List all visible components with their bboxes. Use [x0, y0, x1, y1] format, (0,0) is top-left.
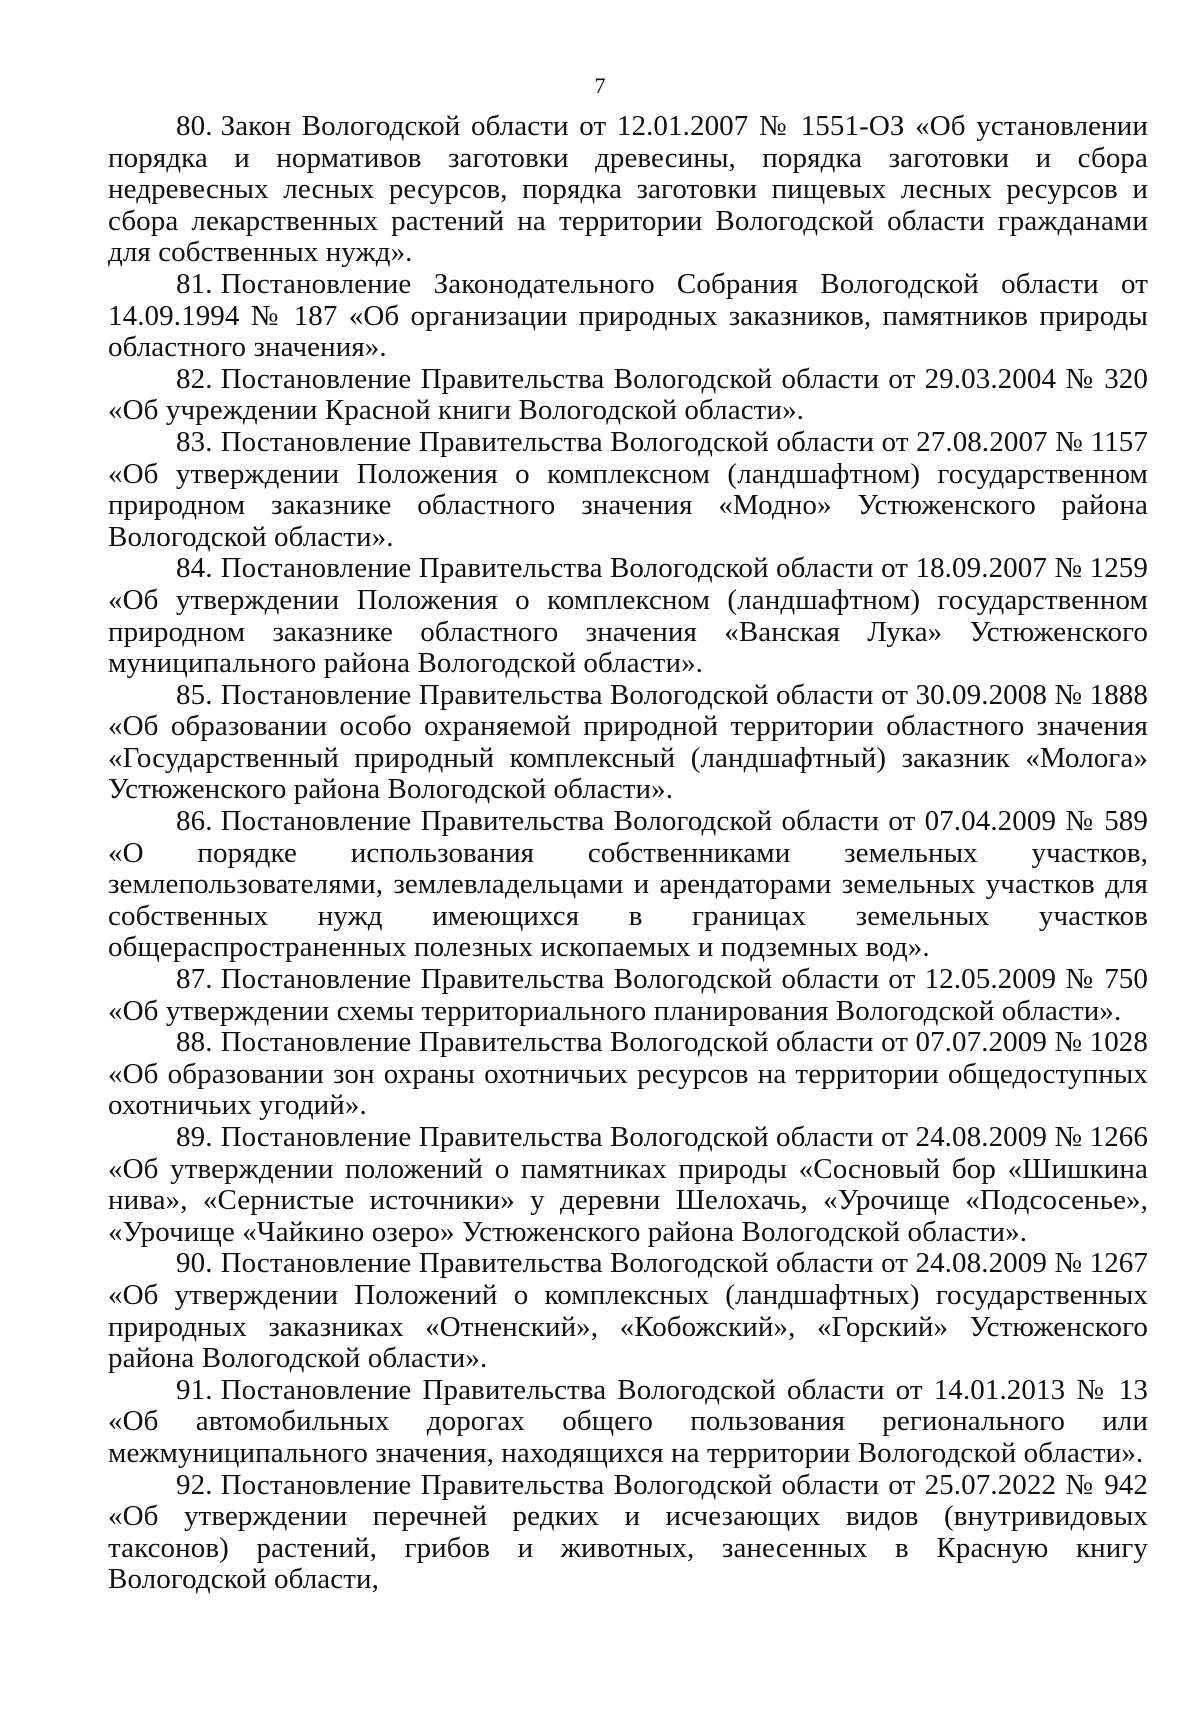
item-number: 89.	[176, 1121, 213, 1153]
item-number: 83.	[176, 425, 213, 458]
item-number: 90.	[176, 1247, 213, 1280]
list-item	[108, 111, 1148, 269]
item-text: Постановление Правительства Вологодской области от 25.07.2022 № 942 «Об утверждении перечней редких и исчезающих видов (внутривидовых таксонов) растений, грибов и животных, занесенных в Красную книгу Вологодской области,	[108, 1468, 1148, 1596]
item-text: Постановление Правительства Вологодской области от 14.01.2013 № 13 «Об автомобильных дорогах общего пользования регионального или межмуниципального значения, находящихся на территории Вологодской области».	[108, 1373, 1148, 1469]
item-text: Постановление Правительства Вологодской области от 07.07.2009 № 1028 «Об образовании зон охраны охотничьих ресурсов на территории общедоступных охотничьих угодий».	[108, 1026, 1148, 1122]
list-item	[108, 1375, 1148, 1470]
list-item	[108, 1027, 1148, 1122]
list-item	[108, 1248, 1148, 1374]
item-text: Постановление Правительства Вологодской области от 30.09.2008 № 1888 «Об образовании особо охраняемой природной территории областного значения «Государственный природный комплексный (ландшафтный) заказник «Молога» Устюженского района Вологодской области».	[108, 678, 1148, 806]
item-number: 88.	[176, 1026, 213, 1059]
list-item	[108, 1122, 1148, 1248]
item-number: 84.	[176, 552, 213, 585]
item-text: Постановление Правительства Вологодской области от 24.08.2009 № 1266 «Об утверждении положений о памятниках природы «Сосновый бор «Шишкина нива», «Сернистые источники» у деревни Шелохачь, «Урочище «Подсосенье», «Урочище «Чайкино озеро» Устюженского района Вологодской области».	[108, 1121, 1148, 1248]
list-item	[108, 680, 1148, 806]
document-body	[108, 111, 1148, 1596]
item-text: Постановление Законодательного Собрания Вологодской области от 14.09.1994 № 187 «Об организации природных заказников, памятников природы областного значения».	[108, 267, 1148, 364]
item-number: 86.	[176, 805, 213, 838]
item-text: Постановление Правительства Вологодской области от 24.08.2009 № 1267 «Об утверждении Положений о комплексных (ландшафтных) государственных природных заказниках «Отненский», «Кобожский», «Горский» Устюженского района Вологодской области».	[108, 1247, 1148, 1375]
item-number: 82.	[176, 362, 213, 395]
list-item	[108, 964, 1148, 1027]
item-text: Постановление Правительства Вологодской области от 29.03.2004 № 320 «Об учреждении Красной книги Вологодской области».	[108, 362, 1148, 427]
page-number: 7	[594, 73, 606, 98]
item-text: Постановление Правительства Вологодской области от 18.09.2007 № 1259 «Об утверждении Положения о комплексном (ландшафтном) государственном природном заказнике областного значения «Ванская Лука» Устюженского муниципального района Вологодской области».	[108, 552, 1148, 680]
item-number: 92.	[176, 1468, 213, 1501]
list-item	[108, 1470, 1148, 1596]
item-number: 80.	[176, 110, 213, 142]
list-item	[108, 553, 1148, 679]
list-item	[108, 427, 1148, 553]
list-item	[108, 269, 1148, 364]
item-text: Закон Вологодской области от 12.01.2007 № 1551-ОЗ «Об установлении порядка и нормативов заготовки древесины, порядка заготовки и сбора недревесных лесных ресурсов, порядка заготовки пищевых лесных ресурсов и сбора лекарственных растений на территории Вологодской области гражданами для собственных нужд».	[108, 110, 1148, 269]
item-number: 91.	[176, 1373, 213, 1406]
list-item	[108, 806, 1148, 964]
item-number: 81.	[176, 267, 213, 300]
list-item	[108, 364, 1148, 427]
item-number: 87.	[176, 963, 213, 996]
item-text: Постановление Правительства Вологодской области от 27.08.2007 № 1157 «Об утверждении Положения о комплексном (ландшафтном) государственном природном заказнике областного значения «Модно» Устюженского района Вологодской области».	[108, 425, 1148, 553]
item-text: Постановление Правительства Вологодской области от 07.04.2009 № 589 «О порядке использования собственниками земельных участков, землепользователями, землевладельцами и арендаторами земельных участков для собственных нужд имеющихся в границах земельных участков общераспространенных полезных ископаемых и подземных вод».	[108, 805, 1148, 964]
item-text: Постановление Правительства Вологодской области от 12.05.2009 № 750 «Об утверждении схемы территориального планирования Вологодской области».	[108, 963, 1148, 1027]
item-number: 85.	[176, 678, 213, 711]
